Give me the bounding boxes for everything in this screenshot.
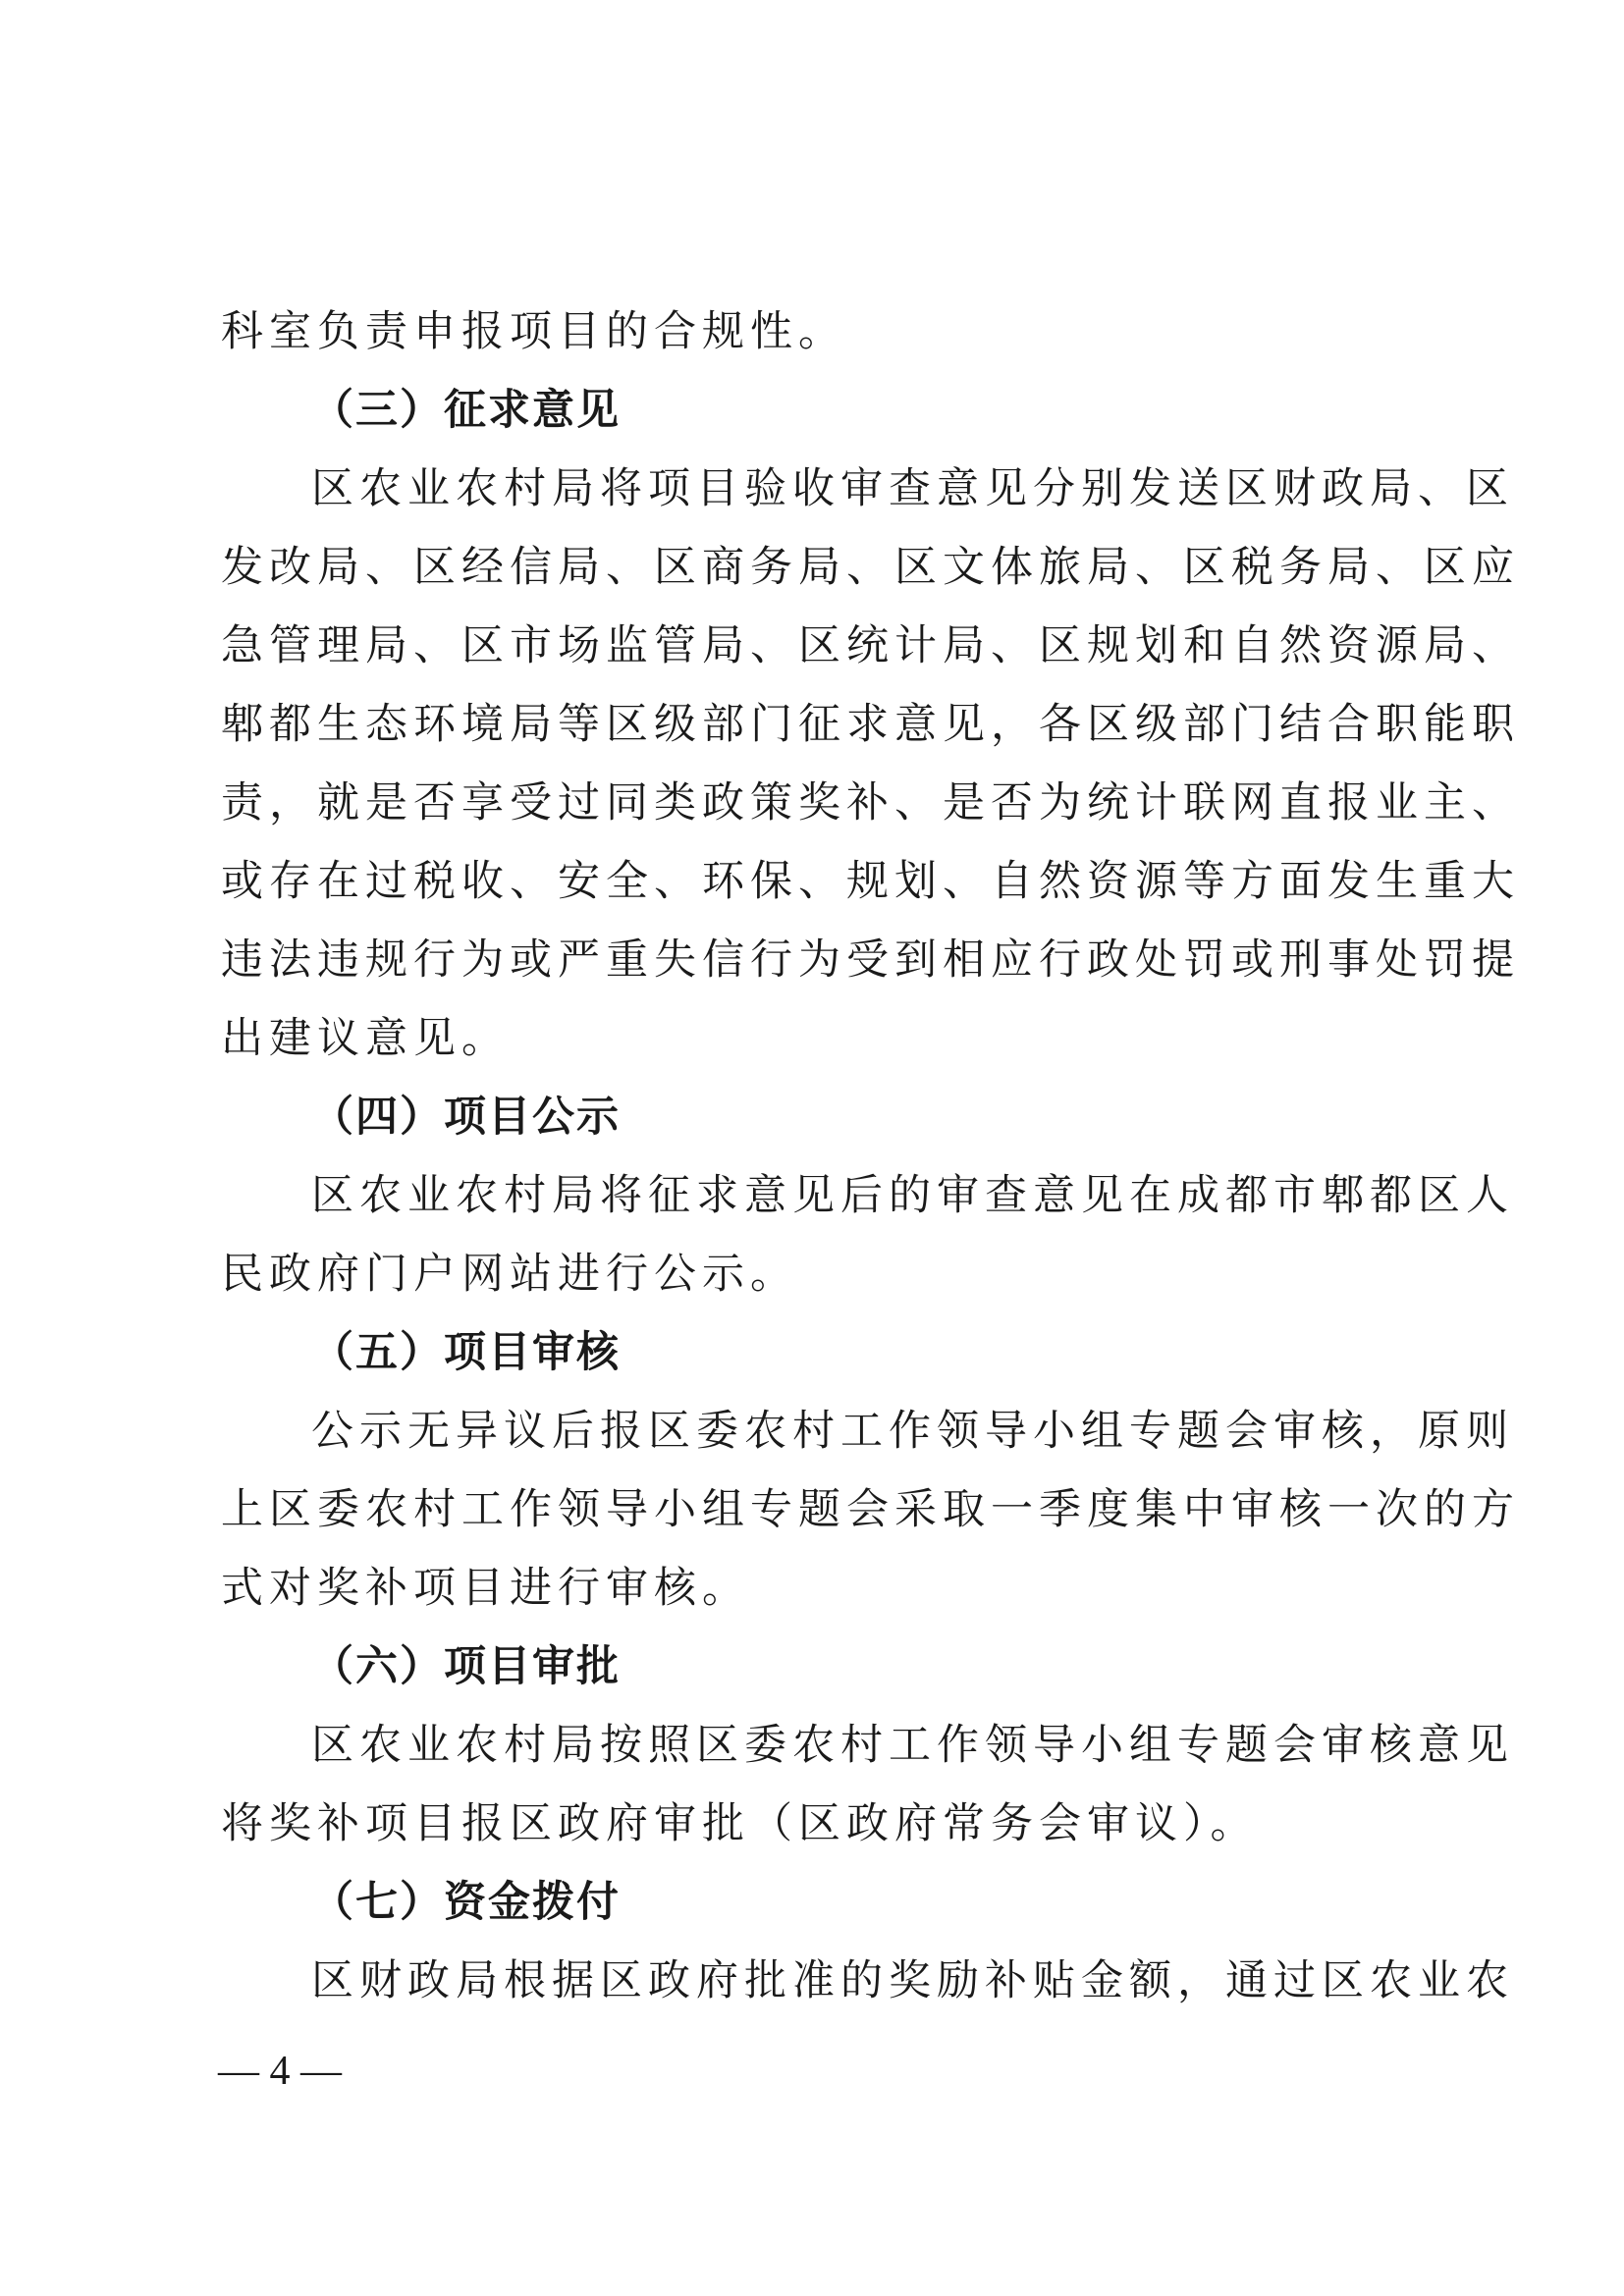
paragraph-line: 公示无异议后报区委农村工作领导小组专题会审核，原则 xyxy=(311,1407,1514,1456)
paragraph-line: 责，就是否享受过同类政策奖补、是否为统计联网直报业主、 xyxy=(221,778,1520,828)
paragraph-line: 发改局、区经信局、区商务局、区文体旅局、区税务局、区应 xyxy=(221,543,1520,592)
section-heading-6: （六）项目审批 xyxy=(311,1642,621,1691)
paragraph-line: 区财政局根据区政府批准的奖励补贴金额，通过区农业农 xyxy=(311,1956,1514,2005)
paragraph-line: 出建议意见。 xyxy=(221,1014,510,1063)
section-heading-4: （四）项目公示 xyxy=(311,1093,621,1142)
paragraph-line: 区农业农村局将项目验收审查意见分别发送区财政局、区 xyxy=(311,464,1514,513)
paragraph-line: 或存在过税收、安全、环保、规划、自然资源等方面发生重大 xyxy=(221,857,1520,906)
paragraph-line: 区农业农村局将征求意见后的审查意见在成都市郫都区人 xyxy=(311,1171,1514,1220)
paragraph-line: 上区委农村工作领导小组专题会采取一季度集中审核一次的方 xyxy=(221,1485,1520,1534)
paragraph-line: 式对奖补项目进行审核。 xyxy=(221,1564,750,1613)
section-heading-3: （三）征求意见 xyxy=(311,386,621,435)
paragraph-line: 民政府门户网站进行公示。 xyxy=(221,1250,798,1299)
paragraph-line: 区农业农村局按照区委农村工作领导小组专题会审核意见 xyxy=(311,1721,1514,1770)
paragraph-line: 将奖补项目报区政府审批（区政府常务会审议）。 xyxy=(221,1799,1259,1848)
paragraph-line: 违法违规行为或严重失信行为受到相应行政处罚或刑事处罚提 xyxy=(221,935,1520,985)
paragraph-line: 郫都生态环境局等区级部门征求意见，各区级部门结合职能职 xyxy=(221,700,1520,749)
section-heading-7: （七）资金拨付 xyxy=(311,1878,621,1927)
page-number: — 4 — xyxy=(218,2049,342,2094)
section-heading-5: （五）项目审核 xyxy=(311,1328,621,1377)
paragraph-line: 科室负责申报项目的合规性。 xyxy=(221,307,846,356)
paragraph-line: 急管理局、区市场监管局、区统计局、区规划和自然资源局、 xyxy=(221,621,1520,670)
